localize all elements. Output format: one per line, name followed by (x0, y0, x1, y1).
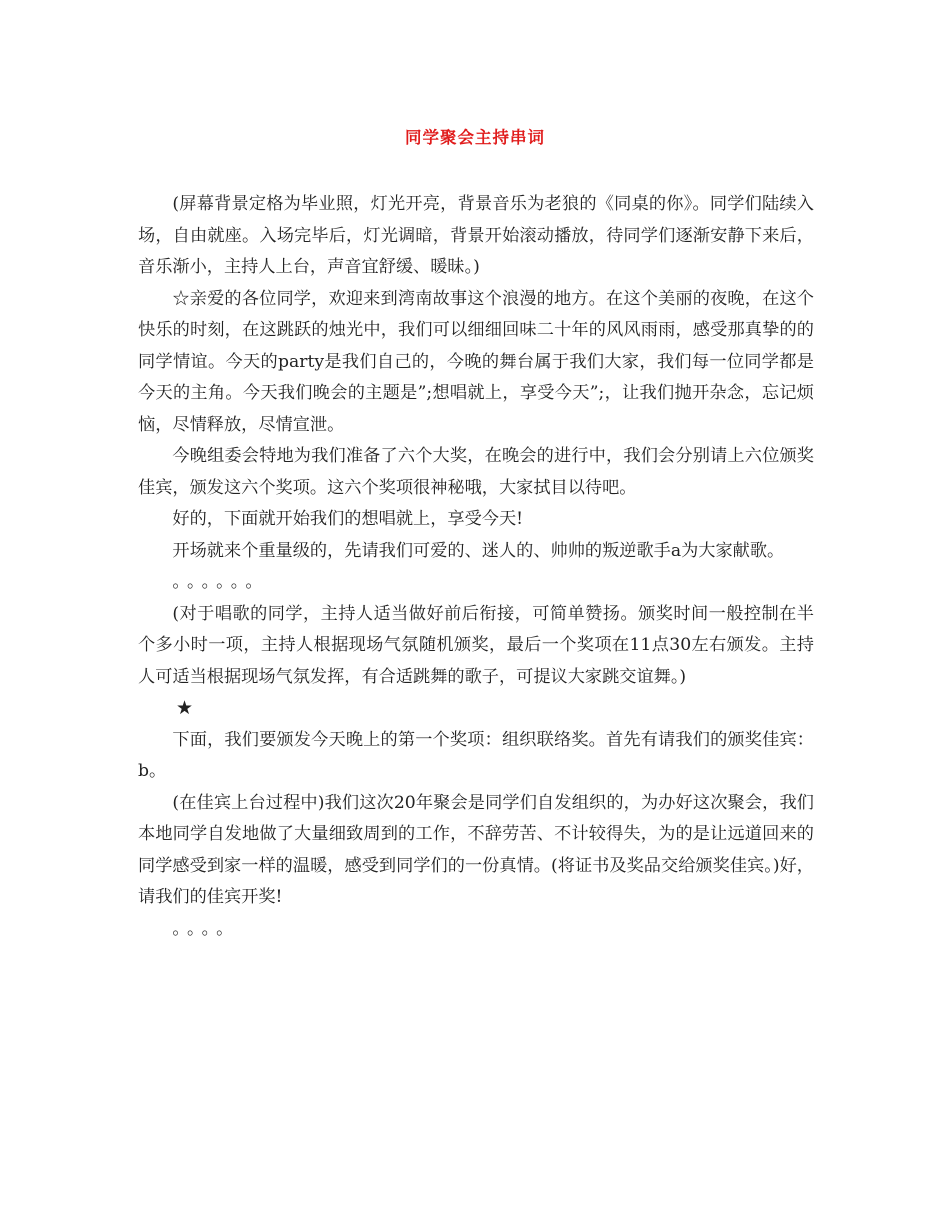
paragraph-welcome: ☆亲爱的各位同学，欢迎来到湾南故事这个浪漫的地方。在这个美丽的夜晚，在这个快乐的时刻，在这跳跃的烛光中，我们可以细细回味二十年的风风雨雨，感受那真挚的的同学情谊。今天的party是我们自己的，今晚的舞台属于我们大家，我们每一位同学都是今天的主角。今天我们晚会的主题是”;想唱就上，享受今天”;，让我们抛开杂念，忘记烦恼，尽情释放，尽情宣泄。 (138, 288, 814, 435)
document-title: 同学聚会主持串词 (405, 128, 545, 147)
paragraph-stage-direction-opening: (屏幕背景定格为毕业照，灯光开亮，背景音乐为老狼的《同桌的你》。同学们陆续入场，自由就座。入场完毕后，灯光调暗，背景开始滚动播放，待同学们逐渐安静下来后，音乐渐小，主持人上台，声音宜舒缓、暖昧。) (138, 194, 814, 277)
star-marker: ★ (176, 697, 194, 719)
paragraph-opening-song: 开场就来个重量级的，先请我们可爱的、迷人的、帅帅的叛逆歌手a为大家献歌。 (172, 540, 785, 561)
paragraph-start: 好的，下面就开始我们的想唱就上，享受今天! (172, 509, 524, 529)
paragraph-awards-intro: 今晚组委会特地为我们准备了六个大奖，在晚会的进行中，我们会分别请上六位颁奖佳宾，颁发这六个奖项。这六个奖项很神秘哦，大家拭目以待吧。 (138, 446, 814, 498)
paragraph-award-speech: (在佳宾上台过程中)我们这次20年聚会是同学们自发组织的，为办好这次聚会，我们本地同学自发地做了大量细致周到的工作，不辞劳苦、不计较得失，为的是让远道回来的同学感受到家一样的温暖，感受到同学们的一份真情。(将证书及奖品交给颁奖佳宾。)好，请我们的佳宾开奖! (138, 792, 814, 907)
paragraph-ellipsis: 。。。。。。 (172, 572, 269, 592)
paragraph-stage-direction-singing: (对于唱歌的同学，主持人适当做好前后衔接，可简单赞扬。颁奖时间一般控制在半个多小时一项，主持人根据现场气氛随机颁奖，最后一个奖项在11点30左右颁发。主持人可适当根据现场气氛发挥，有合适跳舞的歌子，可提议大家跳交谊舞。) (138, 603, 814, 687)
paragraph-ellipsis-end: 。。。。 (172, 918, 240, 939)
document-body (138, 189, 814, 945)
paragraph-first-award: 下面，我们要颁发今天晚上的第一个奖项：组织联络奖。首先有请我们的颁奖佳宾：b。 (138, 729, 814, 781)
